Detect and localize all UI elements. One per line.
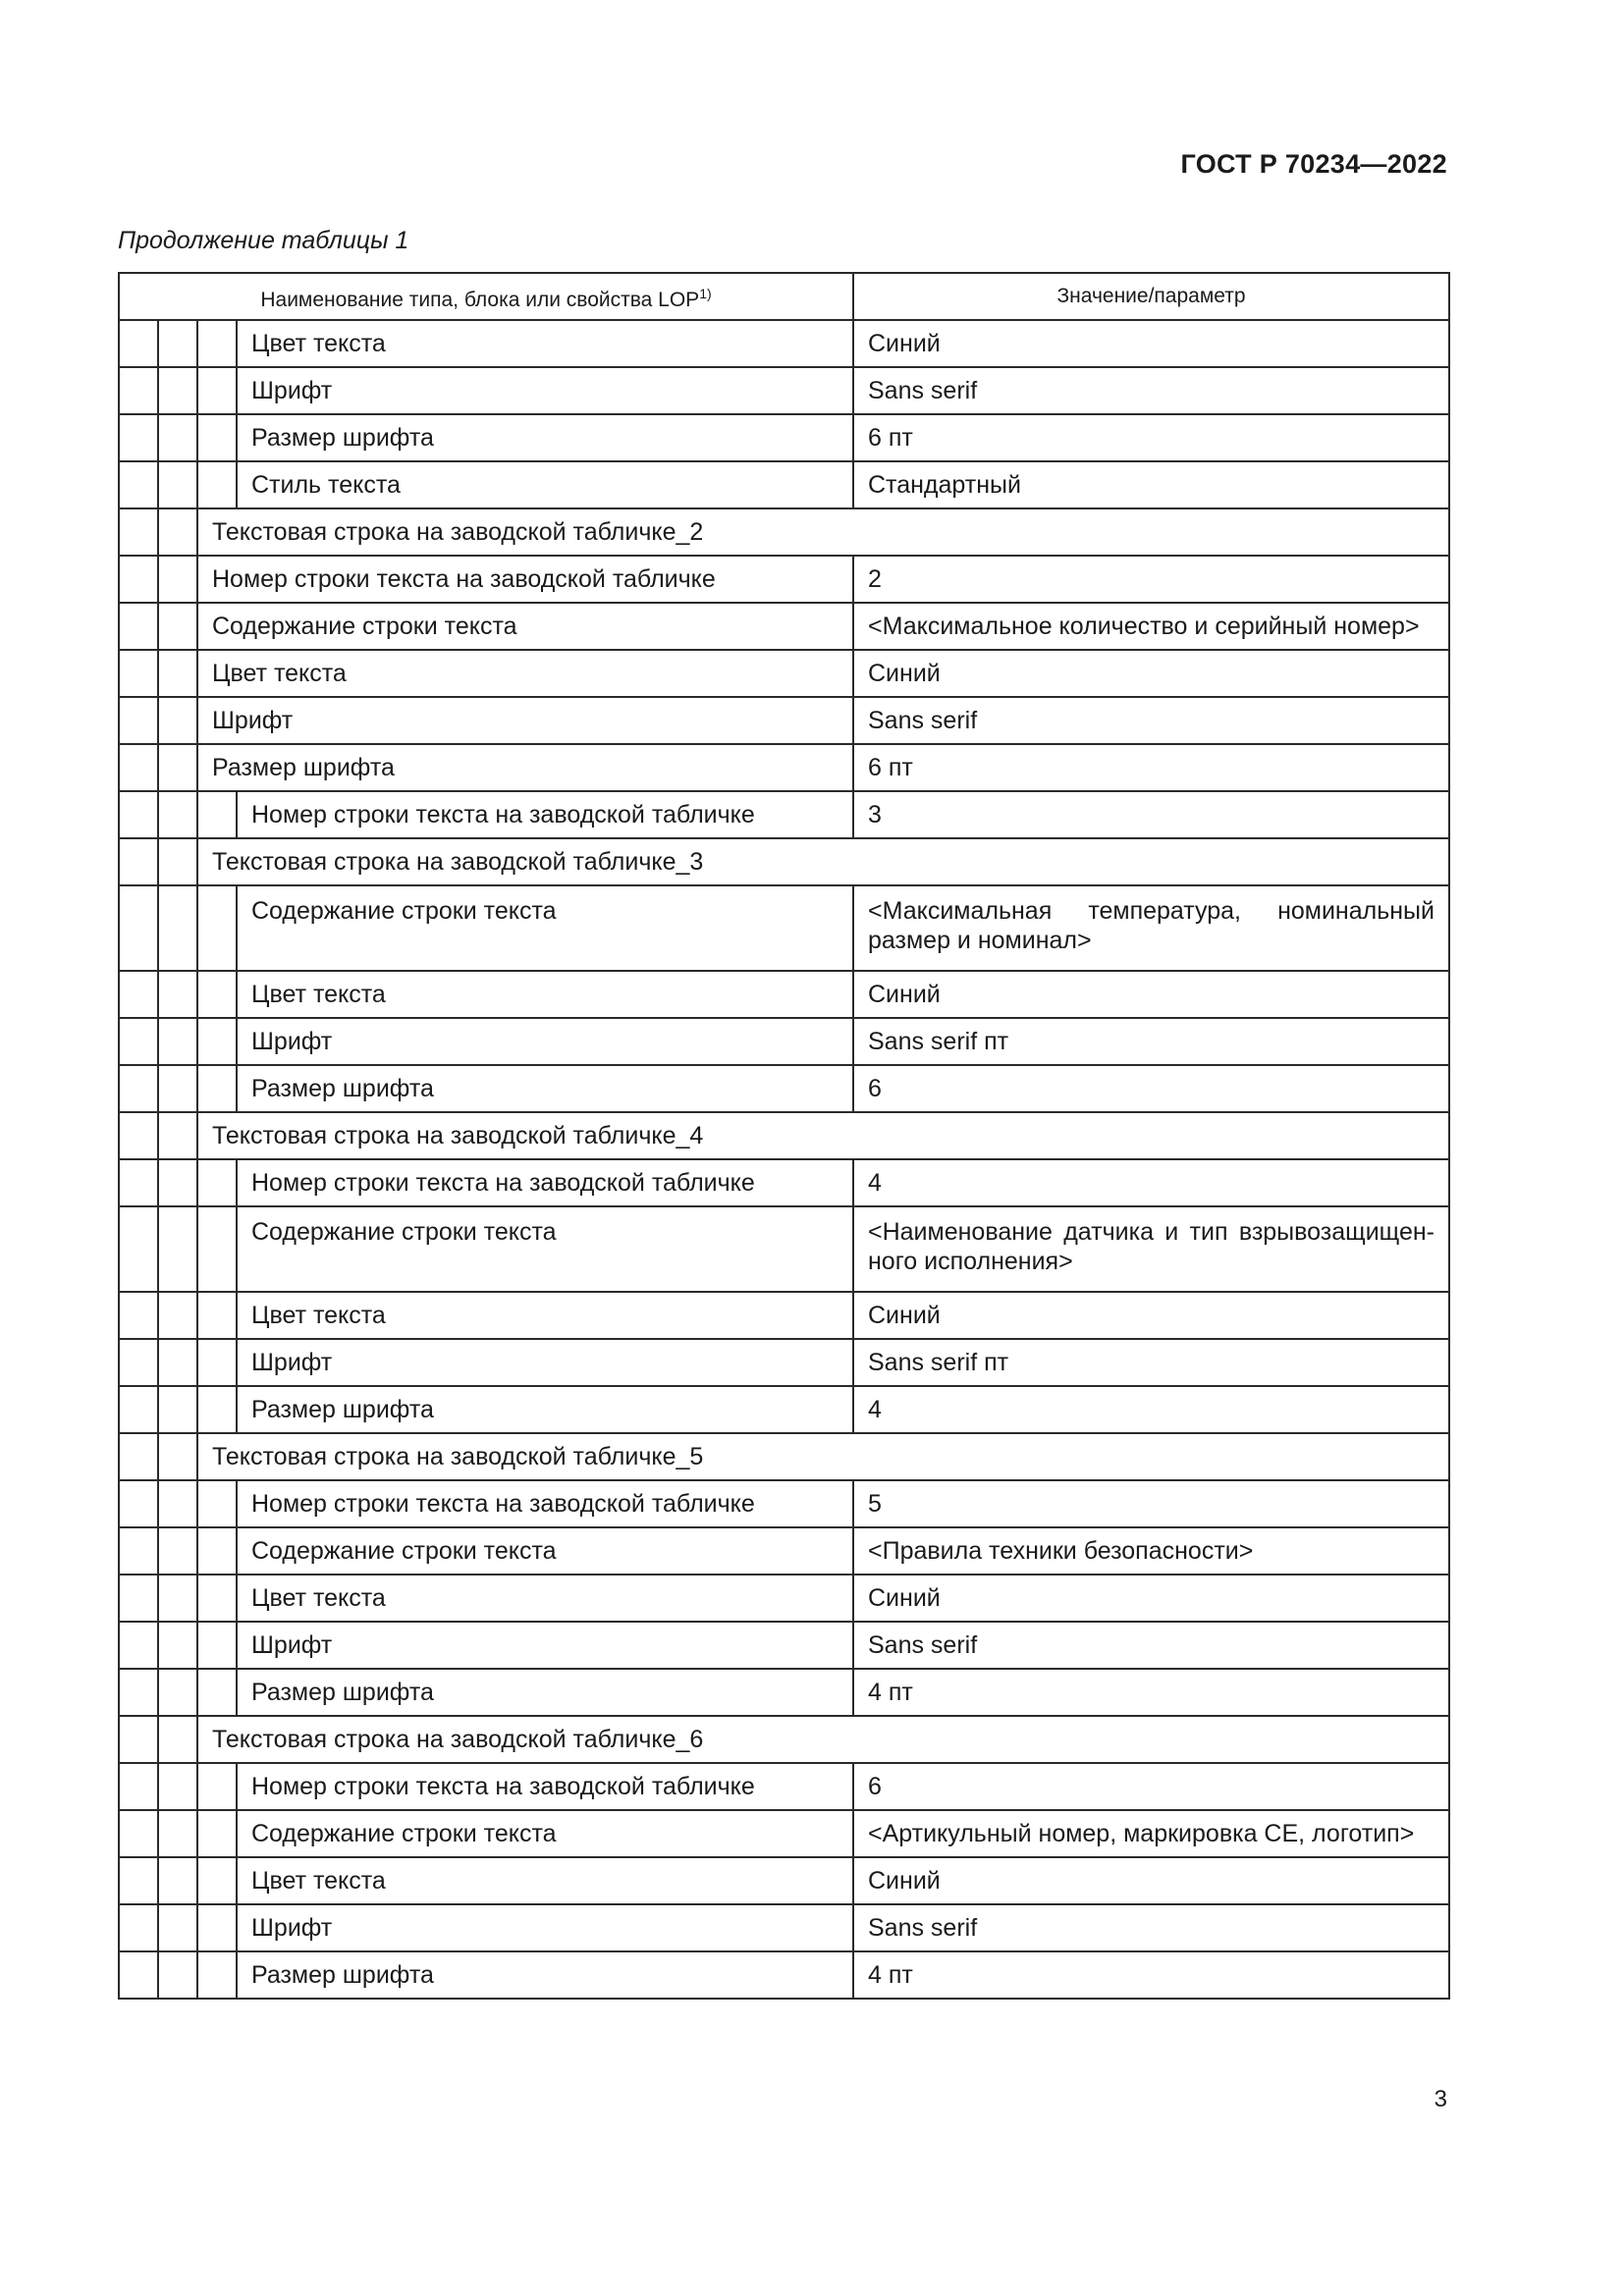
indent-cell	[119, 367, 158, 414]
indent-cell	[197, 1857, 237, 1904]
table-row	[119, 1951, 1449, 1999]
document-code: ГОСТ Р 70234—2022	[1180, 149, 1447, 179]
indent-cell	[119, 1386, 158, 1433]
indent-cell	[158, 650, 197, 697]
property-name-cell: Шрифт	[237, 1018, 853, 1065]
property-name-cell: Размер шрифта	[237, 414, 853, 461]
property-value-cell: <Максимальное количество и серийный номер>	[853, 603, 1449, 650]
property-value-cell: 2	[853, 556, 1449, 603]
indent-cell	[158, 1433, 197, 1480]
property-name-cell: Цвет текста	[237, 1857, 853, 1904]
indent-cell	[158, 1622, 197, 1669]
property-name-cell: Цвет текста	[237, 1575, 853, 1622]
table-row	[119, 885, 1449, 971]
indent-cell	[119, 1951, 158, 1999]
property-value-cell: Синий	[853, 1575, 1449, 1622]
property-value-cell: Синий	[853, 1857, 1449, 1904]
table-row	[119, 1159, 1449, 1206]
indent-cell	[197, 1763, 237, 1810]
table-row	[119, 1112, 1449, 1159]
table-row	[119, 320, 1449, 367]
column-header-value: Значение/параметр	[853, 273, 1449, 320]
indent-cell	[197, 1159, 237, 1206]
property-name-cell: Шрифт	[237, 1339, 853, 1386]
indent-cell	[119, 1433, 158, 1480]
indent-cell	[119, 838, 158, 885]
property-value-cell: 4 пт	[853, 1951, 1449, 1999]
indent-cell	[119, 650, 158, 697]
indent-cell	[158, 1669, 197, 1716]
indent-cell	[158, 1480, 197, 1527]
table-row	[119, 1810, 1449, 1857]
table-caption: Продолжение таблицы 1	[118, 227, 409, 254]
property-value-cell: 5	[853, 1480, 1449, 1527]
table-body	[119, 320, 1449, 1999]
property-name-cell: Размер шрифта	[237, 1065, 853, 1112]
property-value-cell: Sans serif пт	[853, 1339, 1449, 1386]
property-value-cell: Sans serif	[853, 697, 1449, 744]
indent-cell	[197, 1669, 237, 1716]
table-row	[119, 1527, 1449, 1575]
table-row	[119, 1575, 1449, 1622]
indent-cell	[119, 791, 158, 838]
indent-cell	[119, 1857, 158, 1904]
indent-cell	[197, 1904, 237, 1951]
property-value-cell: Sans serif пт	[853, 1018, 1449, 1065]
property-value-cell: 6 пт	[853, 744, 1449, 791]
table-row	[119, 744, 1449, 791]
indent-cell	[119, 1159, 158, 1206]
column-header-name	[119, 273, 853, 320]
indent-cell	[158, 697, 197, 744]
indent-cell	[197, 1018, 237, 1065]
table-row	[119, 1386, 1449, 1433]
table-row	[119, 1857, 1449, 1904]
property-name-cell: Цвет текста	[237, 320, 853, 367]
indent-cell	[158, 1951, 197, 1999]
indent-cell	[119, 1206, 158, 1292]
indent-cell	[158, 1112, 197, 1159]
property-value-cell: 6	[853, 1763, 1449, 1810]
property-name-cell: Шрифт	[237, 367, 853, 414]
table-row	[119, 971, 1449, 1018]
table-row	[119, 1065, 1449, 1112]
indent-cell	[158, 744, 197, 791]
indent-cell	[158, 1857, 197, 1904]
table-row	[119, 1206, 1449, 1292]
indent-cell	[158, 320, 197, 367]
indent-cell	[119, 414, 158, 461]
property-value-cell: Sans serif	[853, 1622, 1449, 1669]
table-row	[119, 650, 1449, 697]
indent-cell	[119, 1292, 158, 1339]
table-row	[119, 697, 1449, 744]
property-value-cell: Синий	[853, 971, 1449, 1018]
property-name-cell: Содержание строки текста	[237, 1527, 853, 1575]
indent-cell	[197, 320, 237, 367]
indent-cell	[158, 1206, 197, 1292]
indent-cell	[197, 1339, 237, 1386]
indent-cell	[158, 1292, 197, 1339]
indent-cell	[119, 556, 158, 603]
property-name-cell: Номер строки текста на заводской табличке	[237, 1159, 853, 1206]
property-name-cell: Содержание строки текста	[237, 885, 853, 971]
table-row	[119, 1904, 1449, 1951]
property-name-cell: Номер строки текста на заводской табличке	[237, 1480, 853, 1527]
property-value-cell: Синий	[853, 320, 1449, 367]
indent-cell	[158, 1386, 197, 1433]
indent-cell	[119, 1669, 158, 1716]
property-name-cell: Содержание строки текста	[237, 1810, 853, 1857]
group-heading-cell: Текстовая строка на заводской табличке_6	[197, 1716, 1449, 1763]
indent-cell	[158, 603, 197, 650]
indent-cell	[119, 603, 158, 650]
indent-cell	[158, 971, 197, 1018]
property-value-cell: Sans serif	[853, 367, 1449, 414]
indent-cell	[158, 1339, 197, 1386]
property-name-cell: Содержание строки текста	[197, 603, 853, 650]
indent-cell	[158, 1904, 197, 1951]
page-number: 3	[1434, 2086, 1447, 2112]
indent-cell	[197, 791, 237, 838]
property-name-cell: Шрифт	[197, 697, 853, 744]
property-name-cell: Цвет текста	[237, 971, 853, 1018]
property-value-cell: 6	[853, 1065, 1449, 1112]
property-name-cell: Содержание строки текста	[237, 1206, 853, 1292]
indent-cell	[119, 1904, 158, 1951]
indent-cell	[158, 1575, 197, 1622]
indent-cell	[158, 1810, 197, 1857]
property-name-cell: Стиль текста	[237, 461, 853, 508]
property-name-cell: Размер шрифта	[237, 1951, 853, 1999]
indent-cell	[197, 1810, 237, 1857]
footnote-marker: 1)	[699, 285, 712, 301]
property-value-cell: <Наименование датчика и тип взрывозащищен-ного исполнения>	[853, 1206, 1449, 1292]
indent-cell	[158, 508, 197, 556]
property-value-cell: Синий	[853, 650, 1449, 697]
indent-cell	[158, 1716, 197, 1763]
indent-cell	[158, 461, 197, 508]
table-row	[119, 1716, 1449, 1763]
table-row	[119, 1669, 1449, 1716]
property-value-cell: 6 пт	[853, 414, 1449, 461]
indent-cell	[119, 461, 158, 508]
table-row	[119, 367, 1449, 414]
indent-cell	[119, 508, 158, 556]
indent-cell	[119, 885, 158, 971]
indent-cell	[119, 1018, 158, 1065]
indent-cell	[119, 1527, 158, 1575]
property-value-cell: 3	[853, 791, 1449, 838]
indent-cell	[119, 1763, 158, 1810]
spec-table	[118, 272, 1450, 2000]
indent-cell	[158, 1763, 197, 1810]
column-header-name-text: Наименование типа, блока или свойства LOP	[260, 288, 700, 311]
group-heading-cell: Текстовая строка на заводской табличке_4	[197, 1112, 1449, 1159]
indent-cell	[119, 1065, 158, 1112]
table-row	[119, 1018, 1449, 1065]
indent-cell	[197, 1386, 237, 1433]
indent-cell	[119, 697, 158, 744]
table-row	[119, 1339, 1449, 1386]
indent-cell	[158, 1065, 197, 1112]
indent-cell	[197, 1206, 237, 1292]
table-row	[119, 603, 1449, 650]
property-value-cell: Синий	[853, 1292, 1449, 1339]
property-value-cell: 4	[853, 1159, 1449, 1206]
table-row	[119, 556, 1449, 603]
indent-cell	[119, 1575, 158, 1622]
indent-cell	[197, 414, 237, 461]
indent-cell	[119, 1810, 158, 1857]
property-name-cell: Цвет текста	[237, 1292, 853, 1339]
indent-cell	[119, 1112, 158, 1159]
property-name-cell: Цвет текста	[197, 650, 853, 697]
property-name-cell: Номер строки текста на заводской табличке	[237, 1763, 853, 1810]
indent-cell	[119, 1339, 158, 1386]
property-name-cell: Размер шрифта	[237, 1669, 853, 1716]
indent-cell	[197, 1527, 237, 1575]
group-heading-cell: Текстовая строка на заводской табличке_5	[197, 1433, 1449, 1480]
property-name-cell: Номер строки текста на заводской табличке	[197, 556, 853, 603]
indent-cell	[119, 1622, 158, 1669]
property-value-cell: 4	[853, 1386, 1449, 1433]
property-value-cell: Sans serif	[853, 1904, 1449, 1951]
group-heading-cell: Текстовая строка на заводской табличке_3	[197, 838, 1449, 885]
indent-cell	[158, 838, 197, 885]
indent-cell	[119, 744, 158, 791]
indent-cell	[197, 1065, 237, 1112]
table-row	[119, 1622, 1449, 1669]
indent-cell	[158, 1159, 197, 1206]
property-value-cell: <Правила техники безопасности>	[853, 1527, 1449, 1575]
table-row	[119, 838, 1449, 885]
property-value-cell: Стандартный	[853, 461, 1449, 508]
property-name-cell: Шрифт	[237, 1904, 853, 1951]
table-row	[119, 508, 1449, 556]
indent-cell	[197, 1480, 237, 1527]
indent-cell	[197, 367, 237, 414]
indent-cell	[158, 556, 197, 603]
indent-cell	[158, 1527, 197, 1575]
property-name-cell: Шрифт	[237, 1622, 853, 1669]
table-row	[119, 1433, 1449, 1480]
indent-cell	[158, 414, 197, 461]
indent-cell	[119, 1716, 158, 1763]
indent-cell	[197, 461, 237, 508]
property-name-cell: Размер шрифта	[237, 1386, 853, 1433]
table-header-row	[119, 273, 1449, 320]
indent-cell	[197, 1622, 237, 1669]
property-value-cell: 4 пт	[853, 1669, 1449, 1716]
indent-cell	[197, 1951, 237, 1999]
table-row	[119, 414, 1449, 461]
indent-cell	[197, 885, 237, 971]
group-heading-cell: Текстовая строка на заводской табличке_2	[197, 508, 1449, 556]
indent-cell	[197, 971, 237, 1018]
property-name-cell: Номер строки текста на заводской табличке	[237, 791, 853, 838]
indent-cell	[197, 1292, 237, 1339]
indent-cell	[158, 885, 197, 971]
indent-cell	[158, 791, 197, 838]
property-value-cell: <Максимальная температура, номинальный размер и номинал>	[853, 885, 1449, 971]
indent-cell	[119, 971, 158, 1018]
indent-cell	[119, 1480, 158, 1527]
indent-cell	[158, 1018, 197, 1065]
property-name-cell: Размер шрифта	[197, 744, 853, 791]
indent-cell	[197, 1575, 237, 1622]
table-row	[119, 1763, 1449, 1810]
table-row	[119, 791, 1449, 838]
indent-cell	[119, 320, 158, 367]
indent-cell	[158, 367, 197, 414]
table-row	[119, 461, 1449, 508]
table-row	[119, 1480, 1449, 1527]
property-value-cell: <Артикульный номер, маркировка CE, логотип>	[853, 1810, 1449, 1857]
table-row	[119, 1292, 1449, 1339]
